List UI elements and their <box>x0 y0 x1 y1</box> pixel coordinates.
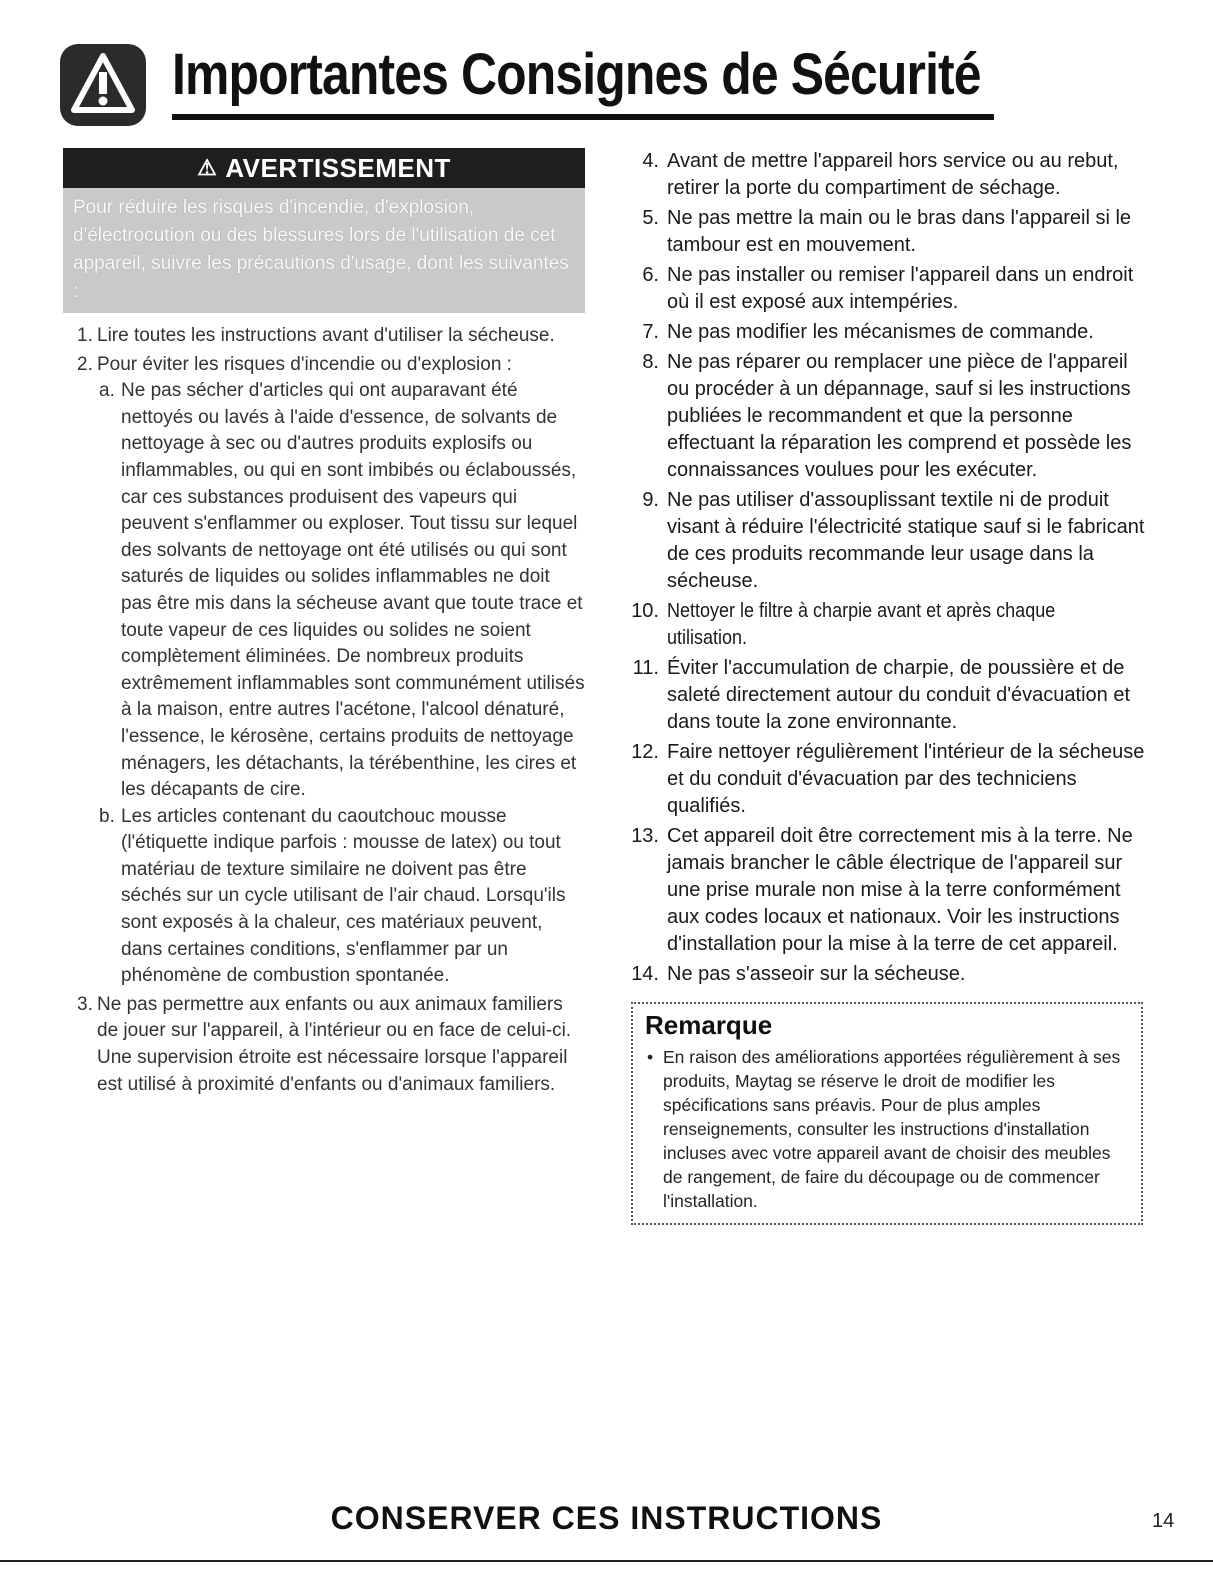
item-text: Avant de mettre l'appareil hors service ou au rebut, retirer la porte du compartiment de séchage. <box>667 150 1119 199</box>
item-number: 3. <box>77 993 93 1015</box>
item-text: Cet appareil doit être correctement mis à la terre. Ne jamais brancher le câble électrique de l'appareil sur une prise murale non mise à la terre conformément aux codes locaux et nationaux. Voir les instructions d'installation pour la mise à la terre de cet appareil. <box>667 825 1133 955</box>
warning-triangle-icon: ⚠ <box>197 155 218 180</box>
item-text: Pour éviter les risques d'incendie ou d'explosion : <box>97 353 512 375</box>
item-text: Nettoyer le filtre à charpie avant et après chaque utilisation. <box>667 600 1056 649</box>
left-column <box>63 148 585 1100</box>
item-text: Ne pas réparer ou remplacer une pièce de l'appareil ou procéder à un dépannage, sauf si les instructions publiées le recommandent et que la personne effectuant la réparation les comprend et possède les connaissances voulues pour les exécuter. <box>667 351 1132 481</box>
item-text: Ne pas modifier les mécanismes de commande. <box>667 321 1094 343</box>
item-number: 10. <box>631 600 659 622</box>
list-item <box>621 961 1149 988</box>
item-text: Éviter l'accumulation de charpie, de poussière et de saleté directement autour du conduit d'évacuation et dans toute la zone environnante. <box>667 657 1131 733</box>
sub-item-letter: a. <box>99 380 115 402</box>
list-item <box>621 823 1149 958</box>
item-text: Lire toutes les instructions avant d'utiliser la sécheuse. <box>97 325 555 346</box>
list-item <box>621 205 1149 259</box>
sub-item <box>97 804 585 990</box>
list-item <box>621 319 1149 346</box>
warning-box <box>63 148 585 313</box>
list-item <box>621 262 1149 316</box>
safety-list-left <box>63 323 585 1098</box>
sub-item-text: Ne pas sécher d'articles qui ont auparavant été nettoyés ou lavés à l'aide d'essence, de solvants de nettoyage à sec ou d'autres produits explosifs ou inflammables, ou qui en sont imbibés ou éclaboussés, car ces substances produisent des vapeurs qui peuvent s'enflammer ou exploser. Tout tissu sur lequel des solvants de nettoyage ont été utilisés ou qui sont saturés de liquides ou solides inflammables ne doit pas être mis dans la sécheuse avant que toute trace et toute vapeur de ces liquides ou solides ne soient complètement éliminées. De nombreux produits extrêmement inflammables sont communément utilisés à la maison, entre autres l'acétone, l'alcool dénaturé, l'essence, le kérosène, certains produits de nettoyage ménagers, les détachants, la térébenthine, les cires et les décapants de cire. <box>121 380 585 801</box>
list-item <box>621 655 1149 736</box>
bullet-icon: • <box>647 1047 654 1067</box>
item-number: 13. <box>631 825 659 847</box>
list-item <box>621 739 1149 820</box>
right-column <box>621 148 1149 1225</box>
list-item <box>621 148 1149 202</box>
list-item <box>63 992 585 1098</box>
note-text: En raison des améliorations apportées régulièrement à ses produits, Maytag se réserve le droit de modifier les spécifications sans préavis. Pour de plus amples renseignements, consulter les instructions d'installation incluses avec votre appareil avant de choisir des meubles de rangement, de faire du découpage ou de commencer l'installation. <box>663 1047 1121 1211</box>
item-text: Ne pas s'asseoir sur la sécheuse. <box>667 963 966 985</box>
item-number: 1. <box>77 325 93 346</box>
item-text: Ne pas permettre aux enfants ou aux animaux familiers de jouer sur l'appareil, à l'intérieur ou en face de celui-ci. Une supervision étroite est nécessaire lorsque l'appareil est utilisé à proximité d'enfants ou d'animaux familiers. <box>97 993 572 1095</box>
item-number: 12. <box>631 741 659 763</box>
page-number: 14 <box>1152 1510 1175 1532</box>
item-number: 5. <box>642 207 659 229</box>
list-item <box>621 487 1149 595</box>
note-body <box>645 1045 1129 1213</box>
warning-exclamation-icon <box>68 50 138 120</box>
item-number: 4. <box>642 150 659 172</box>
item-text: Ne pas mettre la main ou le bras dans l'appareil si le tambour est en mouvement. <box>667 207 1132 256</box>
item-text: Ne pas utiliser d'assouplissant textile ni de produit visant à réduire l'électricité statique sauf si le fabricant de ces produits recommande leur usage dans la sécheuse. <box>667 489 1145 592</box>
item-text: Faire nettoyer régulièrement l'intérieur de la sécheuse et du conduit d'évacuation par des techniciens qualifiés. <box>667 741 1145 817</box>
item-text: Ne pas installer ou remiser l'appareil dans un endroit où il est exposé aux intempéries. <box>667 264 1134 313</box>
sub-item-letter: b. <box>99 805 115 827</box>
list-item <box>63 323 585 350</box>
item-number: 9. <box>642 489 659 511</box>
list-item <box>63 352 585 990</box>
bottom-rule <box>0 1560 1213 1562</box>
note-title: Remarque <box>645 1010 773 1040</box>
item-number: 11. <box>632 657 659 679</box>
item-number: 8. <box>642 351 659 373</box>
page-title: Importantes Consignes de Sécurité <box>172 42 981 107</box>
item-number: 6. <box>642 264 659 286</box>
list-item <box>621 598 1149 652</box>
page-header <box>60 36 981 126</box>
sub-item-text: Les articles contenant du caoutchouc mousse (l'étiquette indique parfois : mousse de latex) ou tout matériau de texture similaire ne doivent pas être séchés sur un cycle utilisant de l'air chaud. Lorsqu'ils sont exposés à la chaleur, ces matériaux peuvent, dans certaines conditions, s'enflammer par un phénomène de combustion spontanée. <box>121 805 566 987</box>
footer-title: CONSERVER CES INSTRUCTIONS <box>330 1500 883 1536</box>
warning-banner <box>63 148 585 188</box>
warning-label: AVERTISSEMENT <box>225 152 451 183</box>
note-box <box>631 1002 1143 1225</box>
sub-item <box>97 378 585 804</box>
warning-text: Pour réduire les risques d'incendie, d'explosion, d'électrocution ou des blessures lors de l'utilisation de cet appareil, suivre les précautions d'usage, dont les suivantes : <box>63 188 585 313</box>
item-number: 2. <box>77 353 93 375</box>
title-underline <box>172 114 994 120</box>
item-number: 7. <box>642 321 659 343</box>
safety-list-right <box>621 148 1149 988</box>
warning-badge <box>60 44 146 126</box>
list-item <box>621 349 1149 484</box>
item-number: 14. <box>631 963 659 985</box>
